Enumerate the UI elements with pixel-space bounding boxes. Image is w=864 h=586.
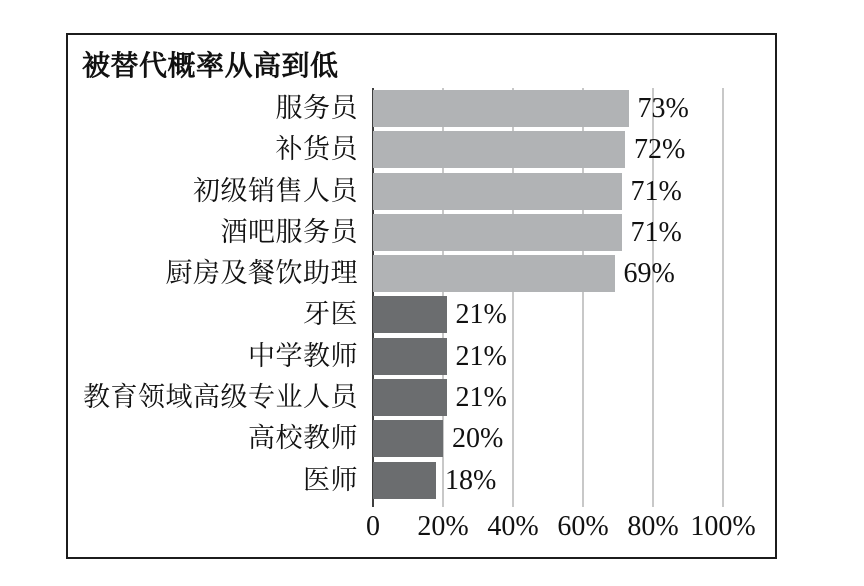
x-axis-tick-label: 60% xyxy=(557,511,609,542)
category-label: 牙医 xyxy=(303,299,358,330)
category-label: 中学教师 xyxy=(248,340,358,371)
value-label: 72% xyxy=(634,134,686,166)
bar-row xyxy=(70,420,689,457)
x-axis-tick-label: 40% xyxy=(487,511,539,542)
bar xyxy=(373,214,622,251)
category-label: 教育领域高级专业人员 xyxy=(83,382,358,413)
bar xyxy=(373,90,629,127)
value-label: 20% xyxy=(452,423,504,455)
bar-row xyxy=(70,90,689,127)
category-label: 补货员 xyxy=(275,134,358,165)
bar xyxy=(373,462,436,499)
bar xyxy=(373,296,447,333)
bar-row xyxy=(70,462,689,499)
x-axis-tick-label: 100% xyxy=(690,511,756,542)
category-label: 服务员 xyxy=(275,93,358,123)
value-label: 69% xyxy=(623,258,675,290)
bar-rows xyxy=(70,90,689,499)
x-axis-tick-label: 80% xyxy=(627,511,679,542)
bar xyxy=(373,173,622,210)
bar-row xyxy=(70,131,689,168)
bar-row xyxy=(70,296,689,333)
value-label: 73% xyxy=(637,93,689,124)
category-label: 医师 xyxy=(303,464,358,495)
bar xyxy=(373,379,447,416)
bar-row xyxy=(70,379,689,416)
category-label: 厨房及餐饮助理 xyxy=(165,258,358,289)
value-label: 18% xyxy=(445,464,497,496)
bar-row xyxy=(70,173,689,210)
x-axis-tick-label: 20% xyxy=(417,511,469,542)
value-label: 71% xyxy=(630,216,682,248)
value-label: 21% xyxy=(455,299,507,331)
bar-row xyxy=(70,338,689,375)
value-label: 71% xyxy=(630,175,682,207)
gridline-100pct xyxy=(722,88,724,507)
bar-row xyxy=(70,255,689,292)
value-label: 21% xyxy=(455,382,507,414)
category-label: 高校教师 xyxy=(248,423,358,454)
chart-title: 被替代概率从高到低 xyxy=(82,51,339,82)
bar xyxy=(373,420,443,457)
category-label: 初级销售人员 xyxy=(193,175,358,206)
x-axis-tick-label: 0 xyxy=(366,511,380,542)
bar xyxy=(373,338,447,375)
bar xyxy=(373,255,615,292)
value-label: 21% xyxy=(455,340,507,372)
bar xyxy=(373,131,625,168)
category-label: 酒吧服务员 xyxy=(220,216,358,247)
bar-row xyxy=(70,214,689,251)
x-axis xyxy=(0,511,864,545)
